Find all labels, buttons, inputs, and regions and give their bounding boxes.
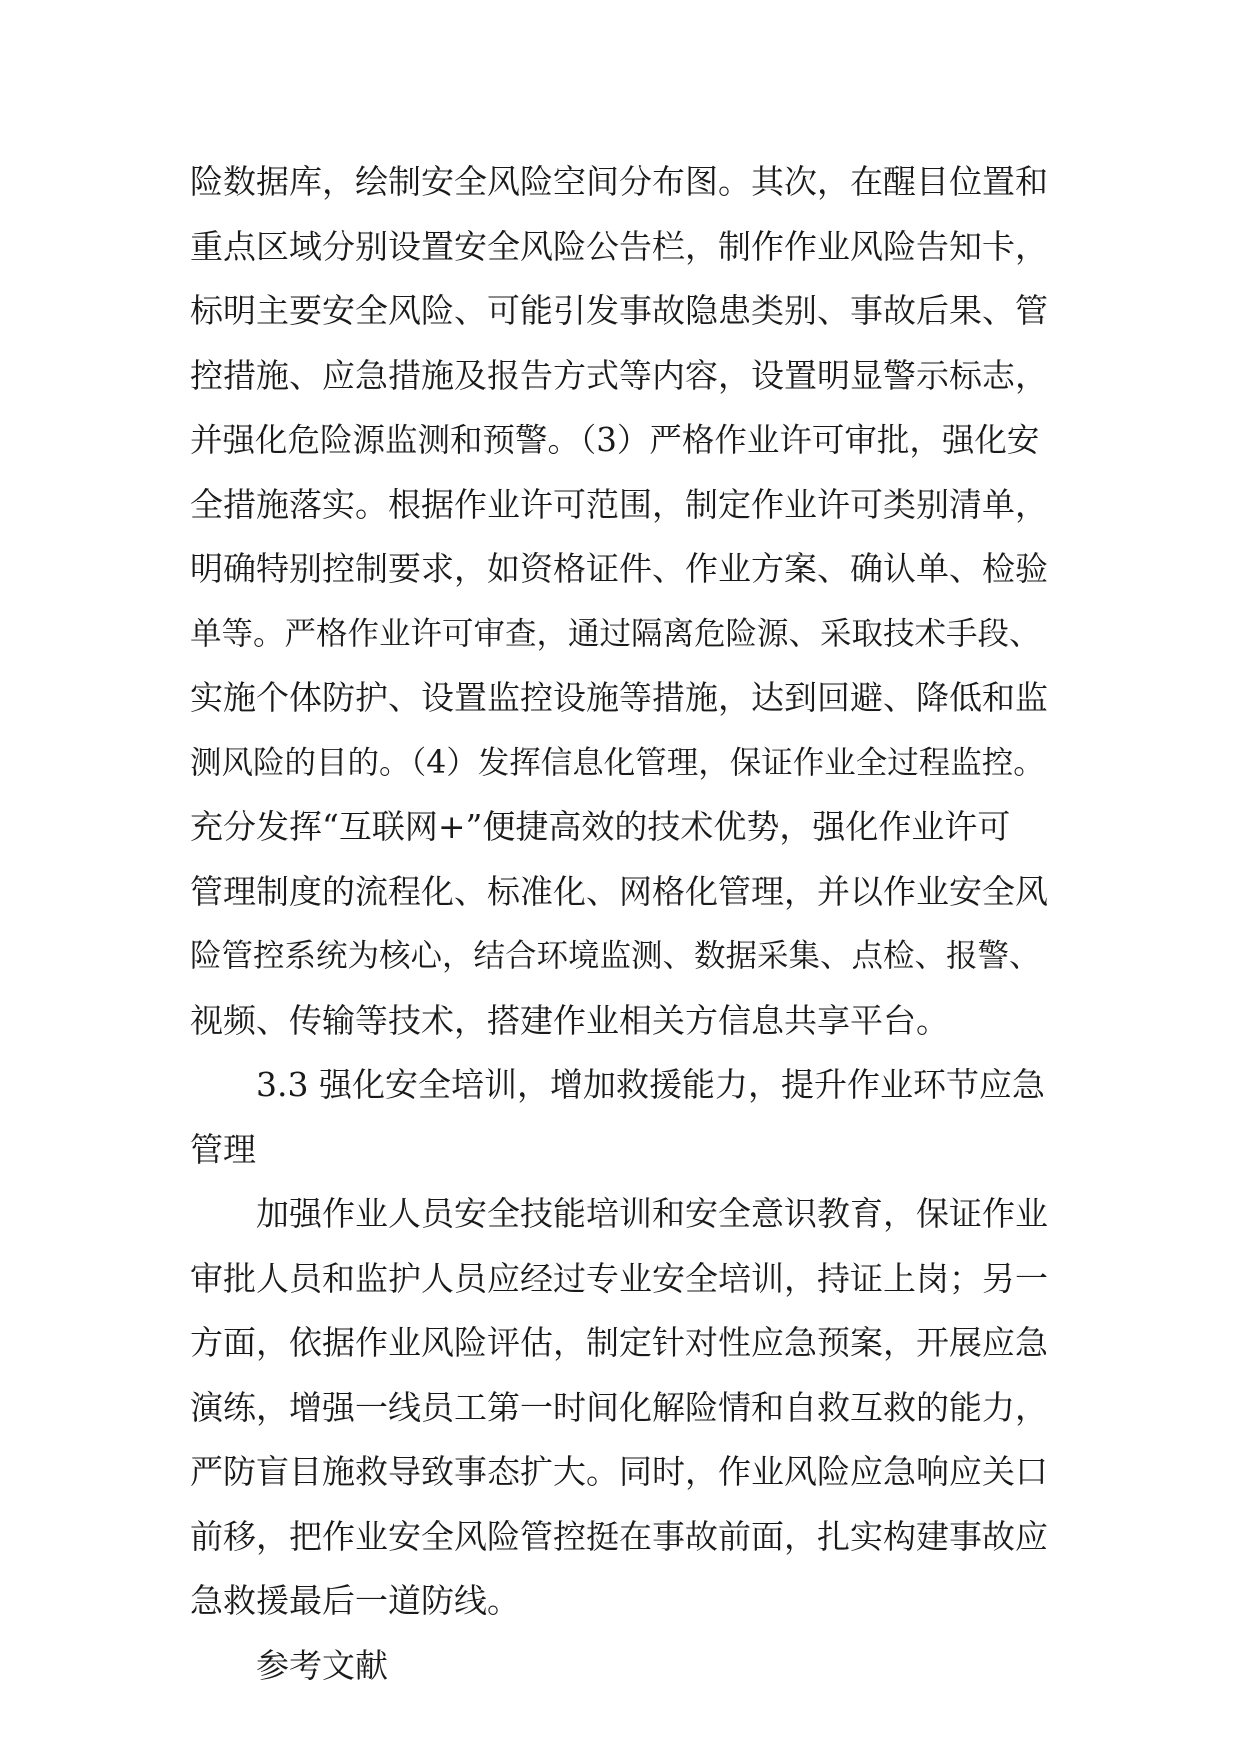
text-line: 并强化危险源监测和预警。（3）严格作业许可审批，强化安 — [190, 421, 1040, 459]
text-line: 充分发挥“互联网+”便捷高效的技术优势，强化作业许可 — [190, 807, 1011, 846]
text-line: 控措施、应急措施及报告方式等内容，设置明显警示标志， — [190, 355, 1048, 395]
text-line: 审批人员和监护人员应经过专业安全培训，持证上岗；另一 — [190, 1258, 1048, 1298]
text-line: 实施个体防护、设置监控设施等措施，达到回避、降低和监 — [190, 678, 1048, 717]
text-line: 急救援最后一道防线。 — [190, 1581, 520, 1620]
text-line: 单等。严格作业许可审查，通过隔离危险源、采取技术手段、 — [190, 615, 1041, 652]
text-line: 险管控系统为核心，结合环境监测、数据采集、点检、报警、 — [190, 938, 1041, 974]
text-line: 前移，把作业安全风险管控挺在事故前面，扎实构建事故应 — [190, 1516, 1048, 1556]
text-line: 全措施落实。根据作业许可范围，制定作业许可类别清单， — [190, 484, 1048, 524]
body-text — [190, 150, 1050, 1698]
text-line: 险数据库，绘制安全风险空间分布图。其次，在醒目位置和 — [190, 162, 1048, 201]
text-line: 测风险的目的。（4）发挥信息化管理，保证作业全过程监控。 — [190, 744, 1045, 781]
text-line: 演练，增强一线员工第一时间化解险情和自救互救的能力， — [190, 1387, 1048, 1427]
section-heading: 3.3 强化安全培训，增加救援能力，提升作业环节应急 — [256, 1065, 1045, 1104]
section-heading-continued: 管理 — [190, 1129, 256, 1169]
text-line: 标明主要安全风险、可能引发事故隐患类别、事故后果、管 — [190, 291, 1048, 330]
text-line: 重点区域分别设置安全风险公告栏，制作作业风险告知卡， — [190, 226, 1048, 266]
text-line: 加强作业人员安全技能培训和安全意识教育，保证作业 — [256, 1194, 1048, 1233]
text-line: 视频、传输等技术，搭建作业相关方信息共享平台。 — [190, 1000, 949, 1040]
text-line: 严防盲目施救导致事态扩大。同时，作业风险应急响应关口 — [190, 1452, 1048, 1491]
references-heading: 参考文献 — [256, 1645, 388, 1685]
text-line: 管理制度的流程化、标准化、网格化管理，并以作业安全风 — [190, 871, 1048, 911]
text-line: 方面，依据作业风险评估，制定针对性应急预案，开展应急 — [190, 1323, 1048, 1362]
text-line: 明确特别控制要求，如资格证件、作业方案、确认单、检验 — [190, 549, 1048, 588]
